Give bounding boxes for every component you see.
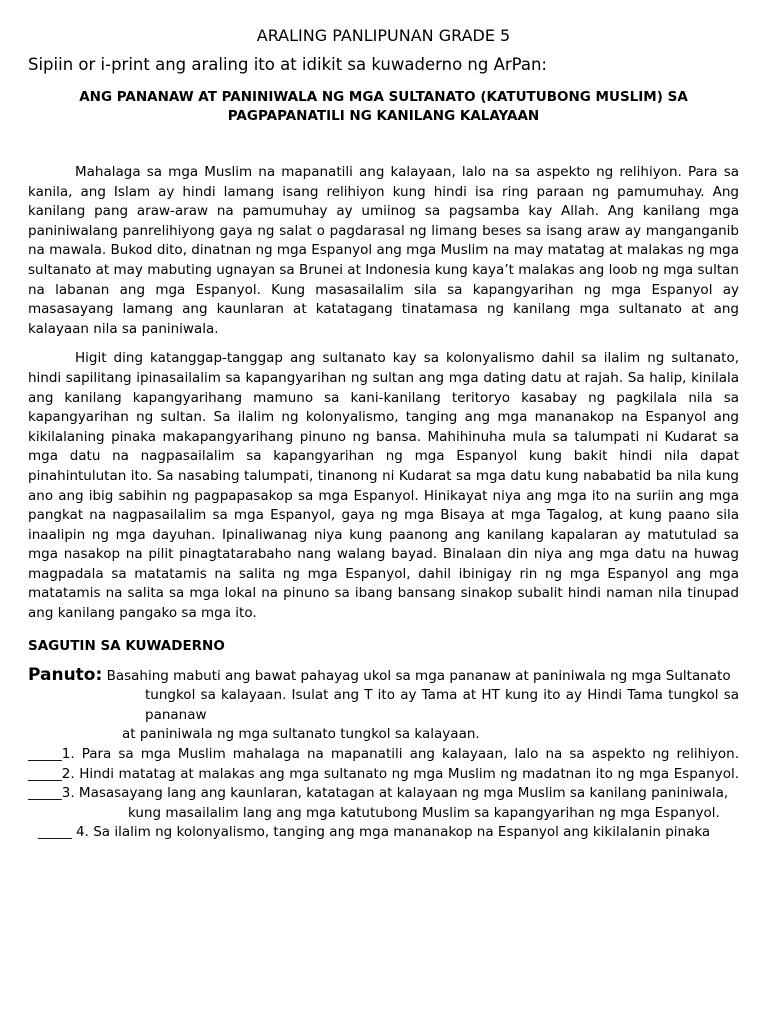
page-title: ARALING PANLIPUNAN GRADE 5	[256, 26, 511, 45]
exercise-item-3-continued: kung masailalim lang ang mga katutubong Muslim sa kapangyarihan ng mga Espanyol.	[128, 804, 720, 821]
panuto-text-line-2: tungkol sa kalayaan. Isulat ang T ito ay Tama at HT kung ito ay Hindi Tama tungkol sa pananaw	[145, 687, 739, 723]
document-page	[28, 22, 739, 843]
panuto-instructions	[28, 666, 739, 687]
exercise-item-4: _____ 4. Sa ilalim ng kolonyalismo, tanging ang mga mananakop na Espanyol ang kikilalanin pinaka	[38, 824, 711, 841]
body-paragraph-2: Higit ding katanggap-tanggap ang sultanato kay sa kolonyalismo dahil sa ilalim ng sultanato, hindi sapilitang ipinasailalim sa kapangyarihan ng sultan ang mga dating datu at rajah. Sa halip, kinilala ang kanilang kapangyarihang mamuno sa kani-kanilang teritoryo kasabay ng pagkilala nila sa kapangyarihan ng sultan. Sa ilalim ng kolonyalismo, tanging ang mga mananakop na Espanyol ang kikilalaning pinaka makapangyarihang pinuno ng bansa. Mahihinuha mula sa talumpati ni Kudarat sa mga datu na nagpasailalim sa kapangyarihan ng mga Espanyol kung bakit hindi nila dapat pinahintulutan ito. Sa nasabing talumpati, tinanong ni Kudarat sa mga datu kung nababatid ba nila kung ano ang ibig sabihin ng pagpapasakop sa mga Espanyol. Hinikayat niya ang mga ito na suriin ang mga pangkat na nagpasailalim sa mga Espanyol, gaya ng mga Bisaya at mga Tagalog, at kung paano sila inaalipin ng mga dayuhan. Ipinaliwanag niya kung paanong ang kanilang kapalaran ay matutulad sa mga nasakop na pilit pinagtatarabaho nang walang bayad. Binalaan din niya ang mga datu na huwag magpadala sa matatamis na salita ng mga Espanyol, dahil ibinigay rin ng mga Espanyol ang mga matatamis na salita sa mga lokal na pinuno sa ibang bansang sinakop subalit hindi naman nila tinupad ang kanilang pangako sa mga ito.	[28, 350, 739, 622]
exercise-section-title: SAGUTIN SA KUWADERNO	[28, 637, 225, 654]
panuto-label: Panuto:	[28, 664, 103, 685]
panuto-text-line-3: at paniniwala ng mga sultanato tungkol sa kalayaan.	[122, 726, 480, 743]
lesson-heading: ANG PANANAW AT PANINIWALA NG MGA SULTANATO (KATUTUBONG MUSLIM) SA PAGPAPANATILI NG KANILANG KALAYAAN	[79, 89, 688, 124]
exercise-items-1-3: _____1. Para sa mga Muslim mahalaga na mapanatili ang kalayaan, lalo na sa aspekto ng relihiyon. _____2. Hindi matatag at malakas ang mga sultanato ng mga Muslim ng madatnan ito ng mga Espanyol. _____3. Masasayang lang ang kaunlaran, katatagan at kalayaan ng mga Muslim sa kanilang paniniwala,	[28, 746, 739, 802]
copy-instruction: Sipiin or i-print ang araling ito at idikit sa kuwaderno ng ArPan:	[28, 55, 547, 74]
panuto-text-line-1: Basahing mabuti ang bawat pahayag ukol sa mga pananaw at paniniwala ng mga Sultanato	[102, 667, 731, 684]
body-paragraph-1: Mahalaga sa mga Muslim na mapanatili ang kalayaan, lalo na sa aspekto ng relihiyon. Para sa kanila, ang Islam ay hindi lamang isang relihiyon kung hindi isa ring paraan ng pamumuhay. Ang kanilang pang araw-araw na pamumuhay ay umiinog sa pagsamba kay Allah. Ang kanilang mga paniniwalang panrelihiyong gaya ng salat o pagdarasal ng limang beses sa isang araw ay manganganib na mawala. Bukod dito, dinatnan ng mga Espanyol ang mga Muslim na may matatag at malakas ng mga sultanato at may mabuting ugnayan sa Brunei at Indonesia kung kaya’t malakas ang loob ng mga sultan na labanan ang mga Espanyol. Kung masasailalim sila sa kapangyarihan ng mga Espanyol ay masasayang lamang ang kaunlaran at katatagang tinatamasa ng kanilang mga sultanato at ang kalayaan nila sa paniniwala.	[28, 164, 739, 337]
